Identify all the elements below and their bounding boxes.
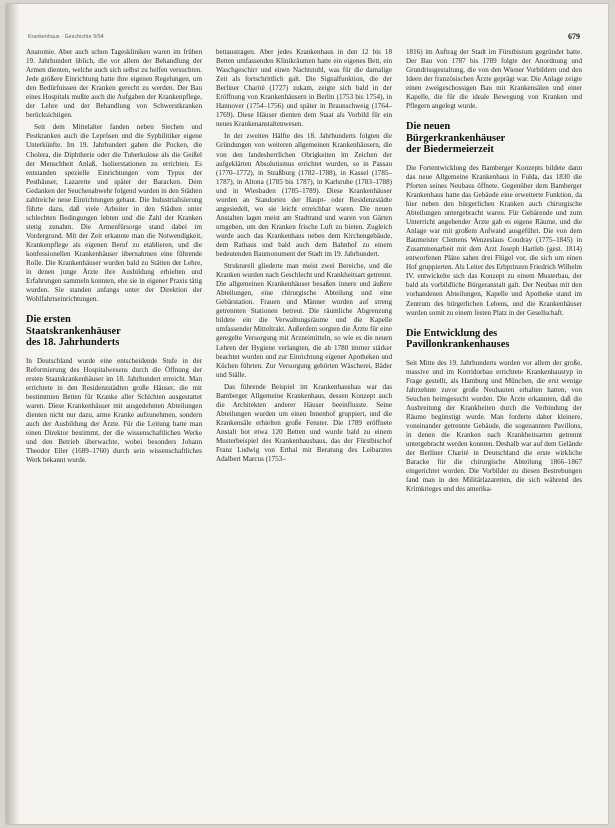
paragraph: Die Fortentwicklung des Bamberger Konzepts bildete dann das neue Allgemeine Krankenhaus in Fulda, das 1830 die Pforten seines Neubaus öffnete. Gegenüber dem Bamberger Krankenhaus hatte das Gebäude eine erweiterte Funktion, da hier neben den bürgerlichen Kranken auch chirurgische Abteilungen untergebracht waren. Für Gebärende und zum Unterricht angehender Ärzte gab es eigene Räume, und die Anlage war mit großem Aufwand ausgeführt. Die von dem Baumeister Clemens Wenzeslaus Coudray (1775–1845) in Zusammenarbeit mit dem Arzt Joseph Hartleb (gest. 1814) entworfenen Pläne sahen drei Flügel vor, die sich um einen Hof gruppierten. Als Leiter des Erbprinzen Friedrich Wilhelm IV. entwickelte sich das Konzept zu einem Musterbau, der bald als vorbildliche Bürgeranstalt galt. Der Neubau mit den vorhandenen Abteilungen, Kapelle und Apotheke stand im Zentrum des bürgerlichen Lebens, und die Krankenhäuser wurden somit zu einem festen Platz in der Gesellschaft. (406, 163, 582, 317)
running-head: Krankenhaus · Geschichte 9/94 (28, 34, 104, 40)
page-number: 679 (568, 32, 580, 41)
paragraph: In Deutschland wurde eine entscheidende Stufe in der Reformierung des Hospitalwesens durch die Öffnung der ersten Staatskrankenhäuser im 18. Jahrhundert erreicht. Man errichtete in den Residenzstädten große Häuser, die mit bestimmten Betten für Kranke aller Schichten ausgestattet waren. Diese Krankenhäuser mit ausgedehnten Abteilungen dienten nicht nur dazu, arme Kranke aufzunehmen, sondern auch der Ausbildung der Ärzte. Für die Leitung hatte man einen Direktor bestimmt, der die wissenschaftlichen Werke und den Betrieb überwachte, wobei besonders Johann Theodor Eller (1689–1760) durch sein wissenschaftliches Werk bekannt wurde. (26, 356, 202, 465)
section-heading: Die neuen Bürgerkrankenhäuser der Biedermeierzeit (406, 121, 506, 156)
paragraph: Seit Mitte des 19. Jahrhunderts wurden vor allem der große, massive und im Korridorbau errichtete Krankenhaustyp in Frage gestellt, als Hamburg und München, die erst wenige Jahrzehnte zuvor große Neubauten erhalten hatten, von Seuchen heimgesucht wurden. Die Ärzte erkannten, daß die Ausbreitung der Krankheiten durch die Verbindung der Räume begünstigt wurde. Man forderte daher kleinere, voneinander getrennte Gebäude, die sogenannten Pavillons, in denen die Kranken nach Krankheitsarten getrennt untergebracht werden konnten. Deshalb war auf dem Gelände der Berliner Charité in Deutschland die erste wirkliche Baracke für die chirurgische Abteilung 1866–1867 eingerichtet worden. Die Vorbilder zu diesen Bestrebungen fand man in den Militärlazaretten, die sich während des Krimkrieges und des amerika- (406, 358, 582, 494)
paragraph: Strukturell gliederte man meist zwei Bereiche, und die Kranken wurden nach Geschlecht und Krankheitsart getrennt. Die allgemeinen Krankenhäuser besaßen innere und äußere Abteilungen, eine chirurgische Abteilung und eine Gebärstation. Frauen und Männer wurden auf streng getrennten Stationen betreut. Die räumliche Abgrenzung bildete ein die Verwaltungsräume und die Kapelle umfassender Mitteltrakt. Außerdem sorgten die Ärzte für eine geregelte Versorgung mit Arzneimitteln, so wie es die neuen Lehren der Hygiene verlangten, die ab 1780 immer stärker beachtet wurden und zur Einrichtung eigener Apotheken und Küchen führten. Zur Versorgung gehörten Wäscherei, Bäder und Ställe. (216, 262, 392, 379)
text-column-1 (26, 48, 202, 820)
book-spine-shadow (6, 4, 20, 824)
text-column-3 (406, 48, 582, 820)
paragraph: Anatomie. Aber auch schon Tageskliniken waren im frühen 19. Jahrhundert üblich, die vor allem der Behandlung der Armen dienten, welche auch sich selbst zu helfen versuchten. Jede größere Einrichtung hatte ihre eigenen Regelungen, um den Bedürfnissen der Kranken gerecht zu werden. Der Bau eines Hospitals mußte auch die Aufgaben der Krankenpflege, der Lehre und der Behandlung von Schwerstkranken berücksichtigen. (26, 48, 202, 120)
document-page (6, 4, 608, 824)
section-heading: Die Entwicklung des Pavillonkrankenhauses (406, 327, 510, 351)
paragraph: 1816) im Auftrag der Stadt im Fürstbistum gegründet hatte. Der Bau von 1787 bis 1789 folgte der Anordnung und Grundrissgestaltung, die von den Wiener Vorbildern und den Ideen der französischen Ärzte geprägt war. Die Anlage zeigte einen zweigeschossigen Bau mit Krankensälen und einer Kapelle, die für die ideale Bewegung von Kranken und Pflegern angelegt wurde. (406, 48, 582, 111)
paragraph: Das führende Beispiel im Krankenhausbau war das Bamberger Allgemeine Krankenhaus, dessen Konzept auch die Architekten anderer Häuser beeinflusste. Seine Abteilungen wurden um einen Innenhof gruppiert, und die Krankensäle erhielten große Fenster. Die 1789 eröffnete Anstalt bot etwa 120 Betten und wurde bald zu einem Musterbeispiel des Krankenhausbaus, das der Fürstbischof Franz Ludwig von Erthal mit Beratung des Leibarztes Adalbert Marcus (1753– (216, 382, 392, 464)
text-column-2 (216, 48, 392, 820)
paragraph: bettaustragen. Aber jedes Krankenhaus in den 12 bis 18 Betten umfassenden Klinikräumen hatte ein eigenes Bett, ein Waschgeschirr und einen Nachtstuhl, was für die damalige Zeit als fortschrittlich galt. Die Signalfunktion, die der Berliner Charité (1727) zukam, zeigte sich bald in der Eröffnung von Krankenhäusern in Berlin (1753 bis 1754), in Hannover (1754–1756) und später in Braunschweig (1764–1769). Diese Häuser dienten dem Staat als Vorbild für ein neues Krankenanstaltenwesen. (216, 48, 392, 129)
paragraph: In der zweiten Hälfte des 18. Jahrhunderts folgten die Gründungen von weiteren allgemeinen Krankenhäusern, die von den landesherrlichen Obrigkeiten im Zeichen der aufgeklärten Absolutismus errichtet wurden, so in Passau (1770–1772), in Straßburg (1782–1788), in Kassel (1785–1787), in Altona (1785 bis 1787), in Karlsruhe (1783–1788) und in Wiesbaden (1785–1789). Diese Krankenhäuser wurden an Standorten der Haupt- oder Residenzstädte angesiedelt, wo sie leicht erreichbar waren. Die neuen Anstalten lagen meist am Stadtrand und waren von Gärten umgeben, um den Kranken frische Luft zu bieten. Zugleich wurde auch das Krankenhaus neben dem Kirchengebäude, dem Rathaus und bald auch dem Bahnhof zu einem bedeutenden Baumonument der Stadt im 19. Jahrhundert. (216, 132, 392, 259)
paragraph: Seit dem Mittelalter fanden neben Siechen und Pestkranken auch die Leprösen und die Syphilitiker eigene Unterkünfte. Im 19. Jahrhundert gaben die Pocken, die Cholera, die Diphtherie oder die Tuberkulose als die Geißel der Menschheit Anlaß, Isolierstationen zu errichten. Es entstanden spezielle Einrichtungen vom Typus der Pesthäuser, Lazarette und später der Baracken. Dem Gedanken der Seuchenabwehr folgend wurden in den Städten zahlreiche neue Einrichtungen gebaut. Die Industrialisierung führte dazu, daß viele Arbeiter in den Städten unter schlechten Bedingungen lebten und die Zahl der Kranken stetig zunahm. Die Armenfürsorge stand dabei im Vordergrund. Mit der Zeit erkannte man die Notwendigkeit, Krankenpflege als eigenen Beruf zu etablieren, und die konfessionellen Krankenhäuser übernahmen eine führende Rolle. Die Krankenhäuser wurden bald zu Stätten der Lehre, in denen junge Ärzte ihre Ausbildung erhielten und Erfahrungen sammeln konnten, ehe sie in eigener Praxis tätig wurden. Sie standen anfangs unter der Direktion der Wohlfahrtseinrichtungen. (26, 123, 202, 304)
section-heading: Die ersten Staatskrankenhäuser des 18. Jahrhunderts (26, 314, 121, 349)
